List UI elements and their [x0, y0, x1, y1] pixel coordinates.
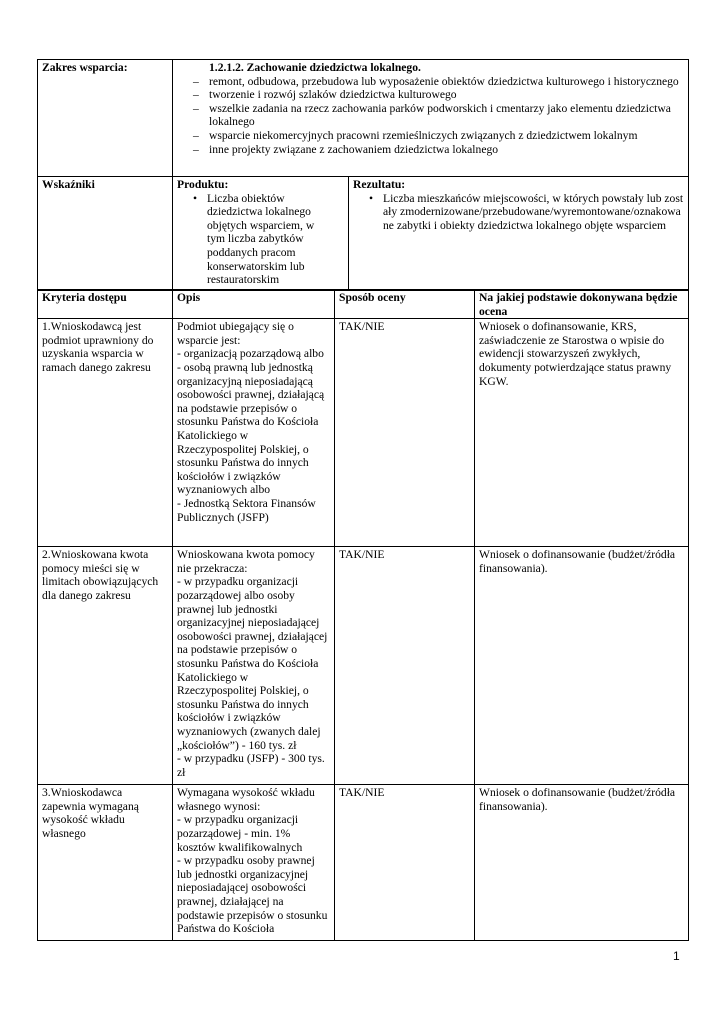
scope-content — [173, 60, 689, 177]
scope-item: – remont, odbudowa, przebudowa lub wyposażenie obiektów dziedzictwa kulturowego i historycznego — [195, 75, 684, 89]
criterion-basis: Wniosek o dofinansowanie (budżet/źródła finansowania). — [475, 785, 689, 941]
criterion-method: TAK/NIE — [335, 547, 475, 785]
scope-list — [177, 75, 684, 157]
criterion-basis: Wniosek o dofinansowanie, KRS, zaświadczenie ze Starostwa o wpisie do ewidencji stowarzyszeń zwykłych, dokumenty potwierdzające status prawny KGW. — [475, 319, 689, 547]
scope-row — [38, 60, 689, 177]
result-label: Rezultatu: — [353, 178, 406, 191]
criterion-basis: Wniosek o dofinansowanie (budżet/źródła finansowania). — [475, 547, 689, 785]
scope-label: Zakres wsparcia: — [38, 60, 173, 177]
result-indicator-cell — [349, 177, 689, 291]
header-evaluation-basis: Na jakiej podstawie dokonywana będzie ocena — [475, 290, 689, 319]
scope-item: – tworzenie i rozwój szlaków dziedzictwa kulturowego — [195, 88, 684, 102]
criterion-description: Podmiot ubiegający się o wsparcie jest: - organizacją pozarządową albo - osobą prawną lub jednostką organizacyjną nieposiadającą osobowości prawnej, działającą na podstawie przepisów o stosunku Państwa do Kościoła Katolickiego w Rzeczypospolitej Polskiej, o stosunku Państwa do innych kościołów i związków wyznaniowych albo - Jednostką Sektora Finansów Publicznych (JSFP) — [173, 319, 335, 547]
product-item: • Liczba obiektów dziedzictwa lokalnego objętych wsparciem, w tym liczba zabytków poddanych pracom konserwatorskim lub restauratorskim — [195, 192, 344, 287]
criterion-description: Wnioskowana kwota pomocy nie przekracza: - w przypadku organizacji pozarządowej albo osoby prawnej lub jednostki organizacyjnej nieposiadającej osobowości prawnej, działającej na podstawie przepisów o stosunku Państwa do Kościoła Katolickiego w Rzeczypospolitej Polskiej, o stosunku Państwa do innych kościołów i związków wyznaniowych (zwanych dalej „kościołów”) - 160 tys. zł - w przypadku (JSFP) - 300 tys. zł — [173, 547, 335, 785]
product-indicator-cell — [173, 177, 349, 291]
scope-item: – inne projekty związane z zachowaniem dziedzictwa lokalnego — [195, 143, 684, 157]
product-list — [177, 192, 344, 287]
criterion-method: TAK/NIE — [335, 319, 475, 547]
header-criteria: Kryteria dostępu — [38, 290, 173, 319]
criteria-table — [37, 289, 689, 941]
criteria-header-row — [38, 290, 689, 319]
product-label: Produktu: — [177, 178, 229, 191]
table-row — [38, 785, 689, 941]
scope-title: 1.2.1.2. Zachowanie dziedzictwa lokalnego. — [209, 61, 421, 74]
scope-item: – wsparcie niekomercyjnych pracowni rzemieślniczych związanych z dziedzictwem lokalnym — [195, 129, 684, 143]
criterion-name: 3.Wnioskodawca zapewnia wymaganą wysokość wkładu własnego — [38, 785, 173, 941]
criterion-method: TAK/NIE — [335, 785, 475, 941]
indicators-label: Wskaźniki — [38, 177, 173, 291]
header-evaluation-method: Sposób oceny — [335, 290, 475, 319]
scope-item: – wszelkie zadania na rzecz zachowania parków podworskich i cmentarzy jako elementu dziedzictwa lokalnego — [195, 102, 684, 129]
result-item: • Liczba mieszkańców miejscowości, w których powstały lub zostały zmodernizowane/przebudowane/wyremontowane/oznakowane zabytki i obiekty dziedzictwa lokalnego objęte wsparciem — [371, 192, 684, 233]
result-list — [353, 192, 684, 233]
criterion-description: Wymagana wysokość wkładu własnego wynosi: - w przypadku organizacji pozarządowej - min. 1% kosztów kwalifikowalnych - w przypadku osoby prawnej lub jednostki organizacyjnej nieposiadającej osobowości prawnej, działającej na podstawie przepisów o stosunku Państwa do Kościoła — [173, 785, 335, 941]
table-row — [38, 547, 689, 785]
header-description: Opis — [173, 290, 335, 319]
indicators-row — [38, 177, 689, 291]
criterion-name: 1.Wnioskodawcą jest podmiot uprawniony do uzyskania wsparcia w ramach danego zakresu — [38, 319, 173, 547]
page-number: 1 — [673, 949, 680, 963]
scope-table — [37, 59, 689, 291]
criterion-name: 2.Wnioskowana kwota pomocy mieści się w limitach obowiązujących dla danego zakresu — [38, 547, 173, 785]
table-row — [38, 319, 689, 547]
